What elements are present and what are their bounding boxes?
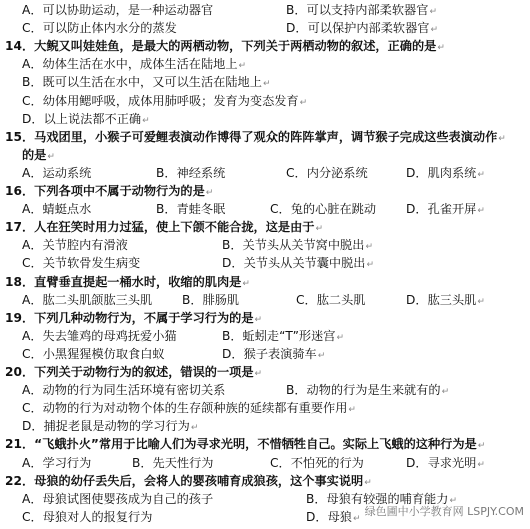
paragraph-return-icon: ↵ [262,79,271,90]
option-text: D．孔雀开屏↵ [406,202,485,217]
paragraph-return-icon: ↵ [477,169,485,180]
question-text: 17．人在狂笑时用力过猛，使上下颌不能合拢，这是由于↵ [5,220,324,235]
option-text: A．可以协助运动，是一种运动器官 [22,3,214,17]
question-stem [0,146,530,165]
paragraph-return-icon: ↵ [315,224,324,235]
option-text: A．母狼试图使婴孩成为自己的孩子 [22,491,214,506]
paragraph-return-icon: ↵ [142,115,150,126]
question-text: 21．“飞蛾扑火”常用于比喻人们为寻求光明，不惜牺牲自己。实际上飞蛾的这种行为是↵ [5,437,486,452]
question-stem [0,472,530,491]
question-text: 22．母狼的幼仔丢失后，会将人的婴孩哺育成狼孩，这个事实说明↵ [5,473,372,488]
option-text: A．肱二头肌颌肱三头肌 [22,292,153,307]
question-text: 16．下列各项中不属于动物行为的是↵ [5,184,214,198]
option-text: D．母狼↵ [306,509,361,524]
paragraph-return-icon: ↵ [366,260,374,271]
answer-options-row [0,417,530,436]
option-text: B．关节头从关节窝中脱出↵ [222,238,373,253]
paragraph-return-icon: ↵ [336,332,345,343]
option-text: A．蜻蜓点水 [22,202,92,217]
paragraph-return-icon: ↵ [477,459,485,470]
question-stem [0,273,530,292]
paragraph-return-icon: ↵ [352,513,361,524]
option-text: B．既可以生活在水中，又可以生活在陆地上↵ [22,75,271,90]
option-text: A．运动系统 [22,165,92,180]
answer-options-row [0,1,530,20]
option-text: B．青蛙冬眠 [156,202,226,217]
option-text: D．捕捉老鼠是动物的学习行为↵ [22,419,199,434]
option-text: B．腓肠肌 [182,292,240,307]
paragraph-return-icon: ↵ [205,188,214,198]
paragraph-return-icon: ↵ [254,314,263,325]
paragraph-return-icon: ↵ [365,242,373,253]
option-text: D．肌肉系统↵ [406,165,485,180]
option-text: C．关节软骨发生病变 [22,256,141,271]
option-text: A．动物的行为同生活环境有密切关系 [22,383,226,398]
option-text: B．动物的行为是生来就有的↵ [286,383,450,398]
question-text: 15．马戏团里，小猴子可爱鲤表演动作博得了观众的阵阵掌声，调节猴子完成这些表演动作↵ [5,129,506,144]
option-text: C．动物的行为对动物个体的生存颌种族的延续都有重要作用↵ [22,401,356,416]
paragraph-return-icon: ↵ [477,296,485,307]
option-text: D．猴子表演骑车↵ [222,346,326,361]
answer-options-row [0,110,530,129]
option-text: C．母狼对人的报复行为 [22,509,153,524]
answer-options-row [0,345,530,364]
question-text: 20．下列关于动物行为的叙述，错误的一项是↵ [5,365,263,379]
question-stem [0,435,530,454]
option-text: B．先天性行为 [132,455,214,470]
answer-options-row [0,200,530,219]
paragraph-return-icon: ↵ [317,350,326,361]
option-text: A．学习行为 [22,455,92,470]
option-text: A．幼体生活在水中，成体生活在陆地上↵ [22,57,247,72]
answer-options-row [0,92,530,111]
paragraph-return-icon: ↵ [477,441,486,452]
option-text: B．可以支持内部柔软器官↵ [286,3,437,17]
option-text: C．内分泌系统 [286,165,368,180]
answer-options-row [0,164,530,183]
answer-options-row [0,254,530,273]
answer-options-row [0,291,530,310]
option-text: D．肱三头肌↵ [406,292,485,307]
watermark: 绿色圃中小学教育网 LSPJY.COM [364,505,524,518]
option-text: C．不怕死的行为 [270,455,364,470]
option-text: B．神经系统 [156,165,226,180]
question-text: 18．直臂垂直提起一桶水时，收缩的肌肉是↵ [5,274,250,289]
paragraph-return-icon: ↵ [437,43,445,54]
option-text: D．以上说法都不正确↵ [22,111,150,126]
answer-options-row [0,327,530,346]
question-text: 19．下列几种动物行为，不属于学习行为的是↵ [5,310,263,325]
answer-options-row [0,236,530,255]
option-text: D．关节头从关节囊中脱出↵ [222,256,374,271]
option-text: A．关节腔内有滑液 [22,238,128,253]
paragraph-return-icon: ↵ [190,423,199,434]
question-stem [0,309,530,328]
paragraph-return-icon: ↵ [498,133,506,144]
option-text: B．蚯蚓走“T”形迷宫↵ [222,328,345,343]
question-text: 的是↵ [22,147,55,162]
question-stem [0,218,530,237]
paragraph-return-icon: ↵ [299,97,308,108]
paragraph-return-icon: ↵ [477,206,485,217]
paragraph-return-icon: ↵ [429,7,437,17]
answer-options-row [0,73,530,92]
question-stem [0,363,530,382]
option-text: C．小黑猩猩模仿取食白蚁 [22,346,165,361]
paragraph-return-icon: ↵ [441,387,450,398]
paragraph-return-icon: ↵ [254,369,263,379]
paragraph-return-icon: ↵ [238,61,247,72]
option-text: B．母狼有较强的哺育能力↵ [306,491,457,506]
paragraph-return-icon: ↵ [348,405,356,416]
option-text: D．可以保护内部柔软器官↵ [286,21,438,36]
paragraph-return-icon: ↵ [430,25,438,36]
paragraph-return-icon: ↵ [364,477,372,488]
question-stem [0,128,530,147]
option-text: C．幼体用鳃呼吸，成体用肺呼吸；发育为变态发育↵ [22,93,308,108]
paragraph-return-icon: ↵ [242,278,250,289]
answer-options-row [0,381,530,400]
question-stem [0,182,530,201]
answer-options-row [0,454,530,473]
paragraph-return-icon: ↵ [47,151,55,162]
paragraph-return-icon: ↵ [449,495,457,506]
option-text: C．可以防止体内水分的蒸发 [22,21,177,36]
answer-options-row [0,55,530,74]
option-text: C．兔的心脏在跳动 [270,202,377,217]
option-text: C．肱二头肌 [296,292,366,307]
option-text: D．寻求光明↵ [406,455,485,470]
answer-options-row [0,19,530,38]
question-stem [0,37,530,56]
question-text: 14．大鲵又叫娃娃鱼，是最大的两栖动物，下列关于两栖动物的叙述，正确的是↵ [5,39,445,54]
answer-options-row [0,399,530,418]
option-text: A．失去雏鸡的母鸡抚爱小猫 [22,328,177,343]
